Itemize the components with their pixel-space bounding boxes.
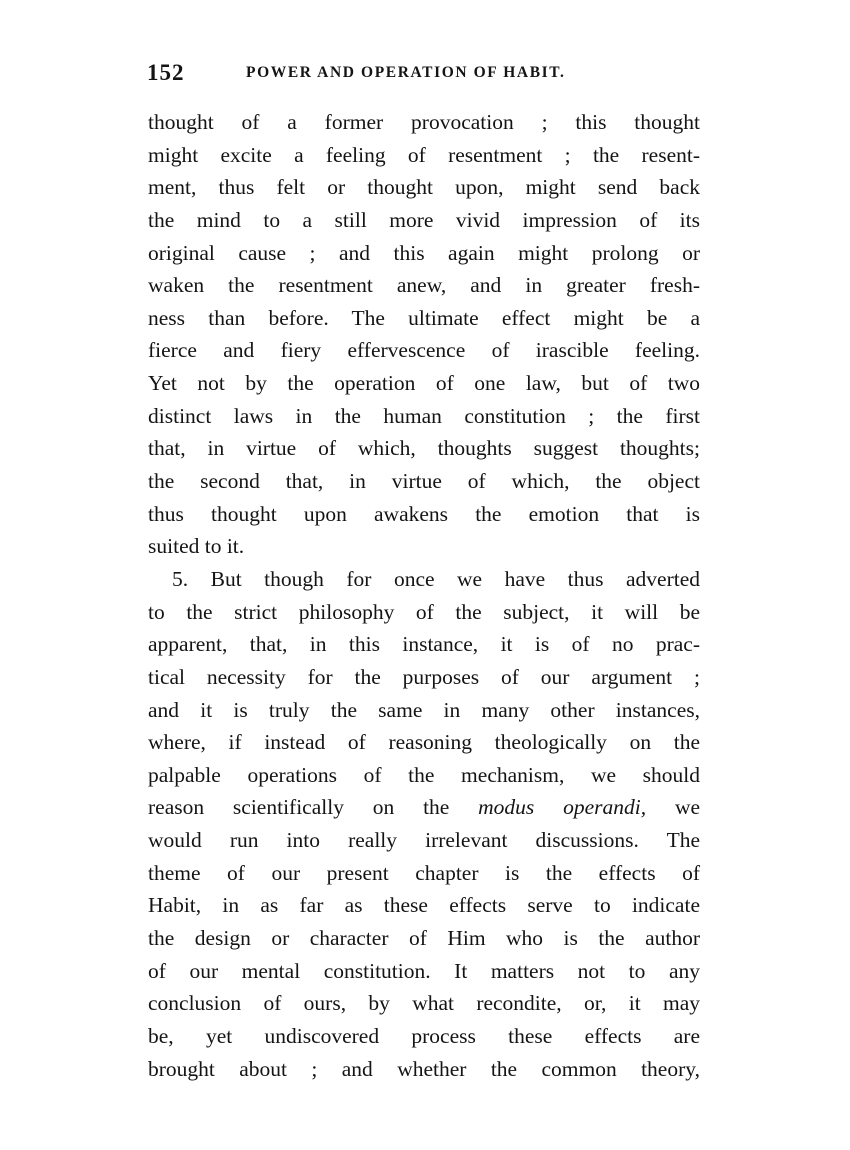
text-line: thought of a former provocation ; this thought: [148, 110, 700, 134]
text-line: to the strict philosophy of the subject, it will be: [148, 599, 700, 624]
section-start-line: 5. But though for once we have thus adverted: [172, 566, 700, 591]
text-line: where, if instead of reasoning theologically on the: [148, 730, 700, 755]
text-line: of our mental constitution. It matters not to any: [148, 958, 700, 983]
text-line: thus thought upon awakens the emotion that is: [148, 501, 700, 526]
text-segment: we: [674, 795, 701, 820]
text-line: original cause ; and this again might prolong or: [148, 240, 700, 265]
text-line: conclusion of ours, by what recondite, or, it may: [148, 991, 700, 1016]
text-line: Habit, in as far as these effects serve to indicate: [148, 893, 700, 918]
text-line: distinct laws in the human constitution ; the first: [148, 403, 700, 428]
text-line: the mind to a still more vivid impression of its: [148, 207, 700, 232]
text-line: suited to it.: [148, 534, 245, 559]
page-header: [147, 60, 707, 90]
text-line: ment, thus felt or thought upon, might send back: [148, 175, 700, 200]
text-line: that, in virtue of which, thoughts suggest thoughts;: [148, 436, 700, 461]
text-line: tical necessity for the purposes of our argument ;: [148, 664, 700, 689]
text-segment: reason scientifically on the: [148, 795, 450, 820]
text-line: would run into really irrelevant discussions. The: [148, 828, 700, 853]
text-line: palpable operations of the mechanism, we should: [148, 762, 700, 787]
running-head: POWER AND OPERATION OF HABIT.: [246, 64, 566, 81]
body-text: [148, 106, 700, 1085]
text-line: ness than before. The ultimate effect might be a: [148, 305, 700, 330]
text-line: [148, 791, 700, 824]
text-line: Yet not by the operation of one law, but of two: [148, 371, 700, 396]
text-line: apparent, that, in this instance, it is of no prac-: [148, 632, 700, 657]
text-line: might excite a feeling of resentment ; the resent-: [148, 142, 700, 167]
text-line: be, yet undiscovered process these effects are: [148, 1023, 700, 1048]
page-number: 152: [147, 60, 185, 85]
italic-phrase: modus operandi,: [478, 795, 647, 820]
text-line: fierce and fiery effervescence of irascible feeling.: [148, 338, 700, 363]
text-line: theme of our present chapter is the effects of: [148, 860, 700, 885]
text-line: waken the resentment anew, and in greater fresh-: [148, 273, 700, 298]
text-line: the design or character of Him who is the author: [148, 926, 700, 951]
text-line: and it is truly the same in many other instances,: [148, 697, 700, 722]
text-line: the second that, in virtue of which, the object: [148, 469, 700, 494]
text-line: brought about ; and whether the common theory,: [148, 1056, 700, 1081]
